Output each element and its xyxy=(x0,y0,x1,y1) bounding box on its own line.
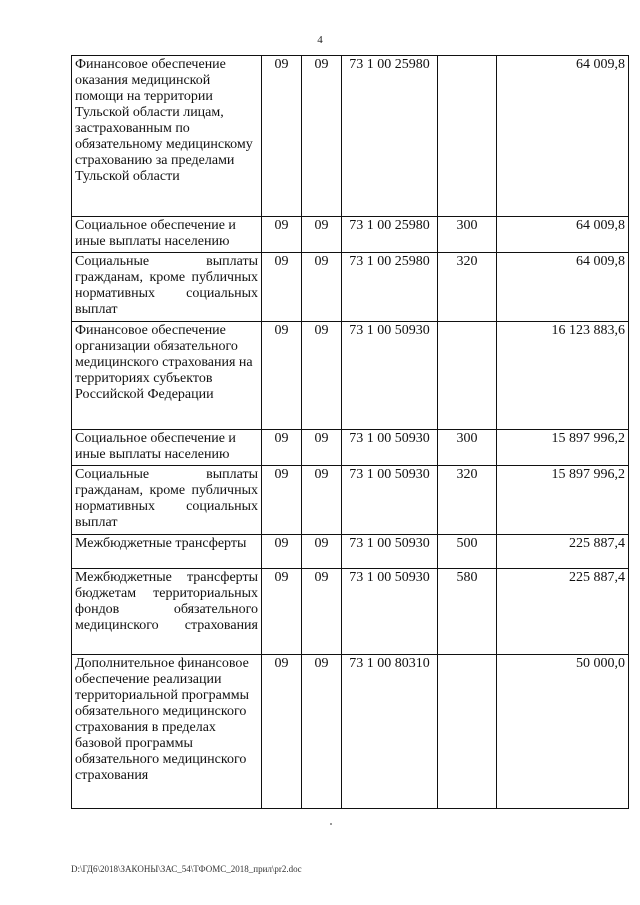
table-row xyxy=(72,253,629,322)
row-name: Социальные выплаты гражданам, кроме публичных нормативных социальных выплат xyxy=(72,466,262,535)
row-expense-kind xyxy=(438,655,497,809)
row-amount: 64 009,8 xyxy=(497,217,629,253)
row-section: 09 xyxy=(262,430,302,466)
table-row xyxy=(72,535,629,569)
row-amount: 64 009,8 xyxy=(497,56,629,217)
row-article: 73 1 00 25980 xyxy=(342,217,438,253)
row-name: Социальное обеспечение и иные выплаты населению xyxy=(72,217,262,253)
row-expense-kind: 500 xyxy=(438,535,497,569)
table-row xyxy=(72,569,629,655)
row-article: 73 1 00 50930 xyxy=(342,535,438,569)
table-row xyxy=(72,56,629,217)
row-article: 73 1 00 25980 xyxy=(342,253,438,322)
row-section: 09 xyxy=(262,217,302,253)
row-name: Социальные выплаты гражданам, кроме публичных нормативных социальных выплат xyxy=(72,253,262,322)
row-name: Финансовое обеспечение оказания медицинской помощи на территории Тульской области лицам, застрахованным по обязательному медицинскому страхованию за пределами Тульской области xyxy=(72,56,262,217)
row-amount: 15 897 996,2 xyxy=(497,430,629,466)
row-expense-kind: 300 xyxy=(438,430,497,466)
row-article: 73 1 00 50930 xyxy=(342,569,438,655)
row-name: Межбюджетные трансферты xyxy=(72,535,262,569)
row-name: Дополнительное финансовое обеспечение реализации территориальной программы обязательного медицинского страхования в пределах базовой программы обязательного медицинского страхования xyxy=(72,655,262,809)
page-number: 4 xyxy=(317,34,323,46)
row-expense-kind: 580 xyxy=(438,569,497,655)
row-name: Социальное обеспечение и иные выплаты населению xyxy=(72,430,262,466)
row-amount: 225 887,4 xyxy=(497,569,629,655)
scan-speck xyxy=(330,823,332,825)
row-name: Межбюджетные трансферты бюджетам территориальных фондов обязательного медицинского страхования xyxy=(72,569,262,655)
row-amount: 15 897 996,2 xyxy=(497,466,629,535)
row-article: 73 1 00 50930 xyxy=(342,322,438,430)
row-subsection: 09 xyxy=(302,253,342,322)
row-section: 09 xyxy=(262,535,302,569)
table-row xyxy=(72,655,629,809)
row-expense-kind: 320 xyxy=(438,253,497,322)
row-expense-kind: 320 xyxy=(438,466,497,535)
table-row xyxy=(72,430,629,466)
row-section: 09 xyxy=(262,253,302,322)
row-subsection: 09 xyxy=(302,322,342,430)
row-article: 73 1 00 80310 xyxy=(342,655,438,809)
row-section: 09 xyxy=(262,322,302,430)
row-article: 73 1 00 50930 xyxy=(342,430,438,466)
row-amount: 64 009,8 xyxy=(497,253,629,322)
row-amount: 16 123 883,6 xyxy=(497,322,629,430)
row-section: 09 xyxy=(262,466,302,535)
table-row xyxy=(72,466,629,535)
row-name: Финансовое обеспечение организации обязательного медицинского страхования на территориях субъектов Российской Федерации xyxy=(72,322,262,430)
budget-table xyxy=(71,55,629,809)
row-section: 09 xyxy=(262,655,302,809)
footer-file-path: D:\ГД6\2018\ЗАКОНЫ\ЗАС_54\ТФОМС_2018_прил\pr2.doc xyxy=(71,864,302,874)
row-subsection: 09 xyxy=(302,535,342,569)
row-subsection: 09 xyxy=(302,217,342,253)
row-article: 73 1 00 25980 xyxy=(342,56,438,217)
row-subsection: 09 xyxy=(302,430,342,466)
table-row xyxy=(72,217,629,253)
row-subsection: 09 xyxy=(302,56,342,217)
row-section: 09 xyxy=(262,56,302,217)
table-row xyxy=(72,322,629,430)
row-article: 73 1 00 50930 xyxy=(342,466,438,535)
row-subsection: 09 xyxy=(302,466,342,535)
row-amount: 225 887,4 xyxy=(497,535,629,569)
row-subsection: 09 xyxy=(302,655,342,809)
row-expense-kind xyxy=(438,56,497,217)
row-section: 09 xyxy=(262,569,302,655)
row-amount: 50 000,0 xyxy=(497,655,629,809)
row-expense-kind: 300 xyxy=(438,217,497,253)
row-expense-kind xyxy=(438,322,497,430)
row-subsection: 09 xyxy=(302,569,342,655)
